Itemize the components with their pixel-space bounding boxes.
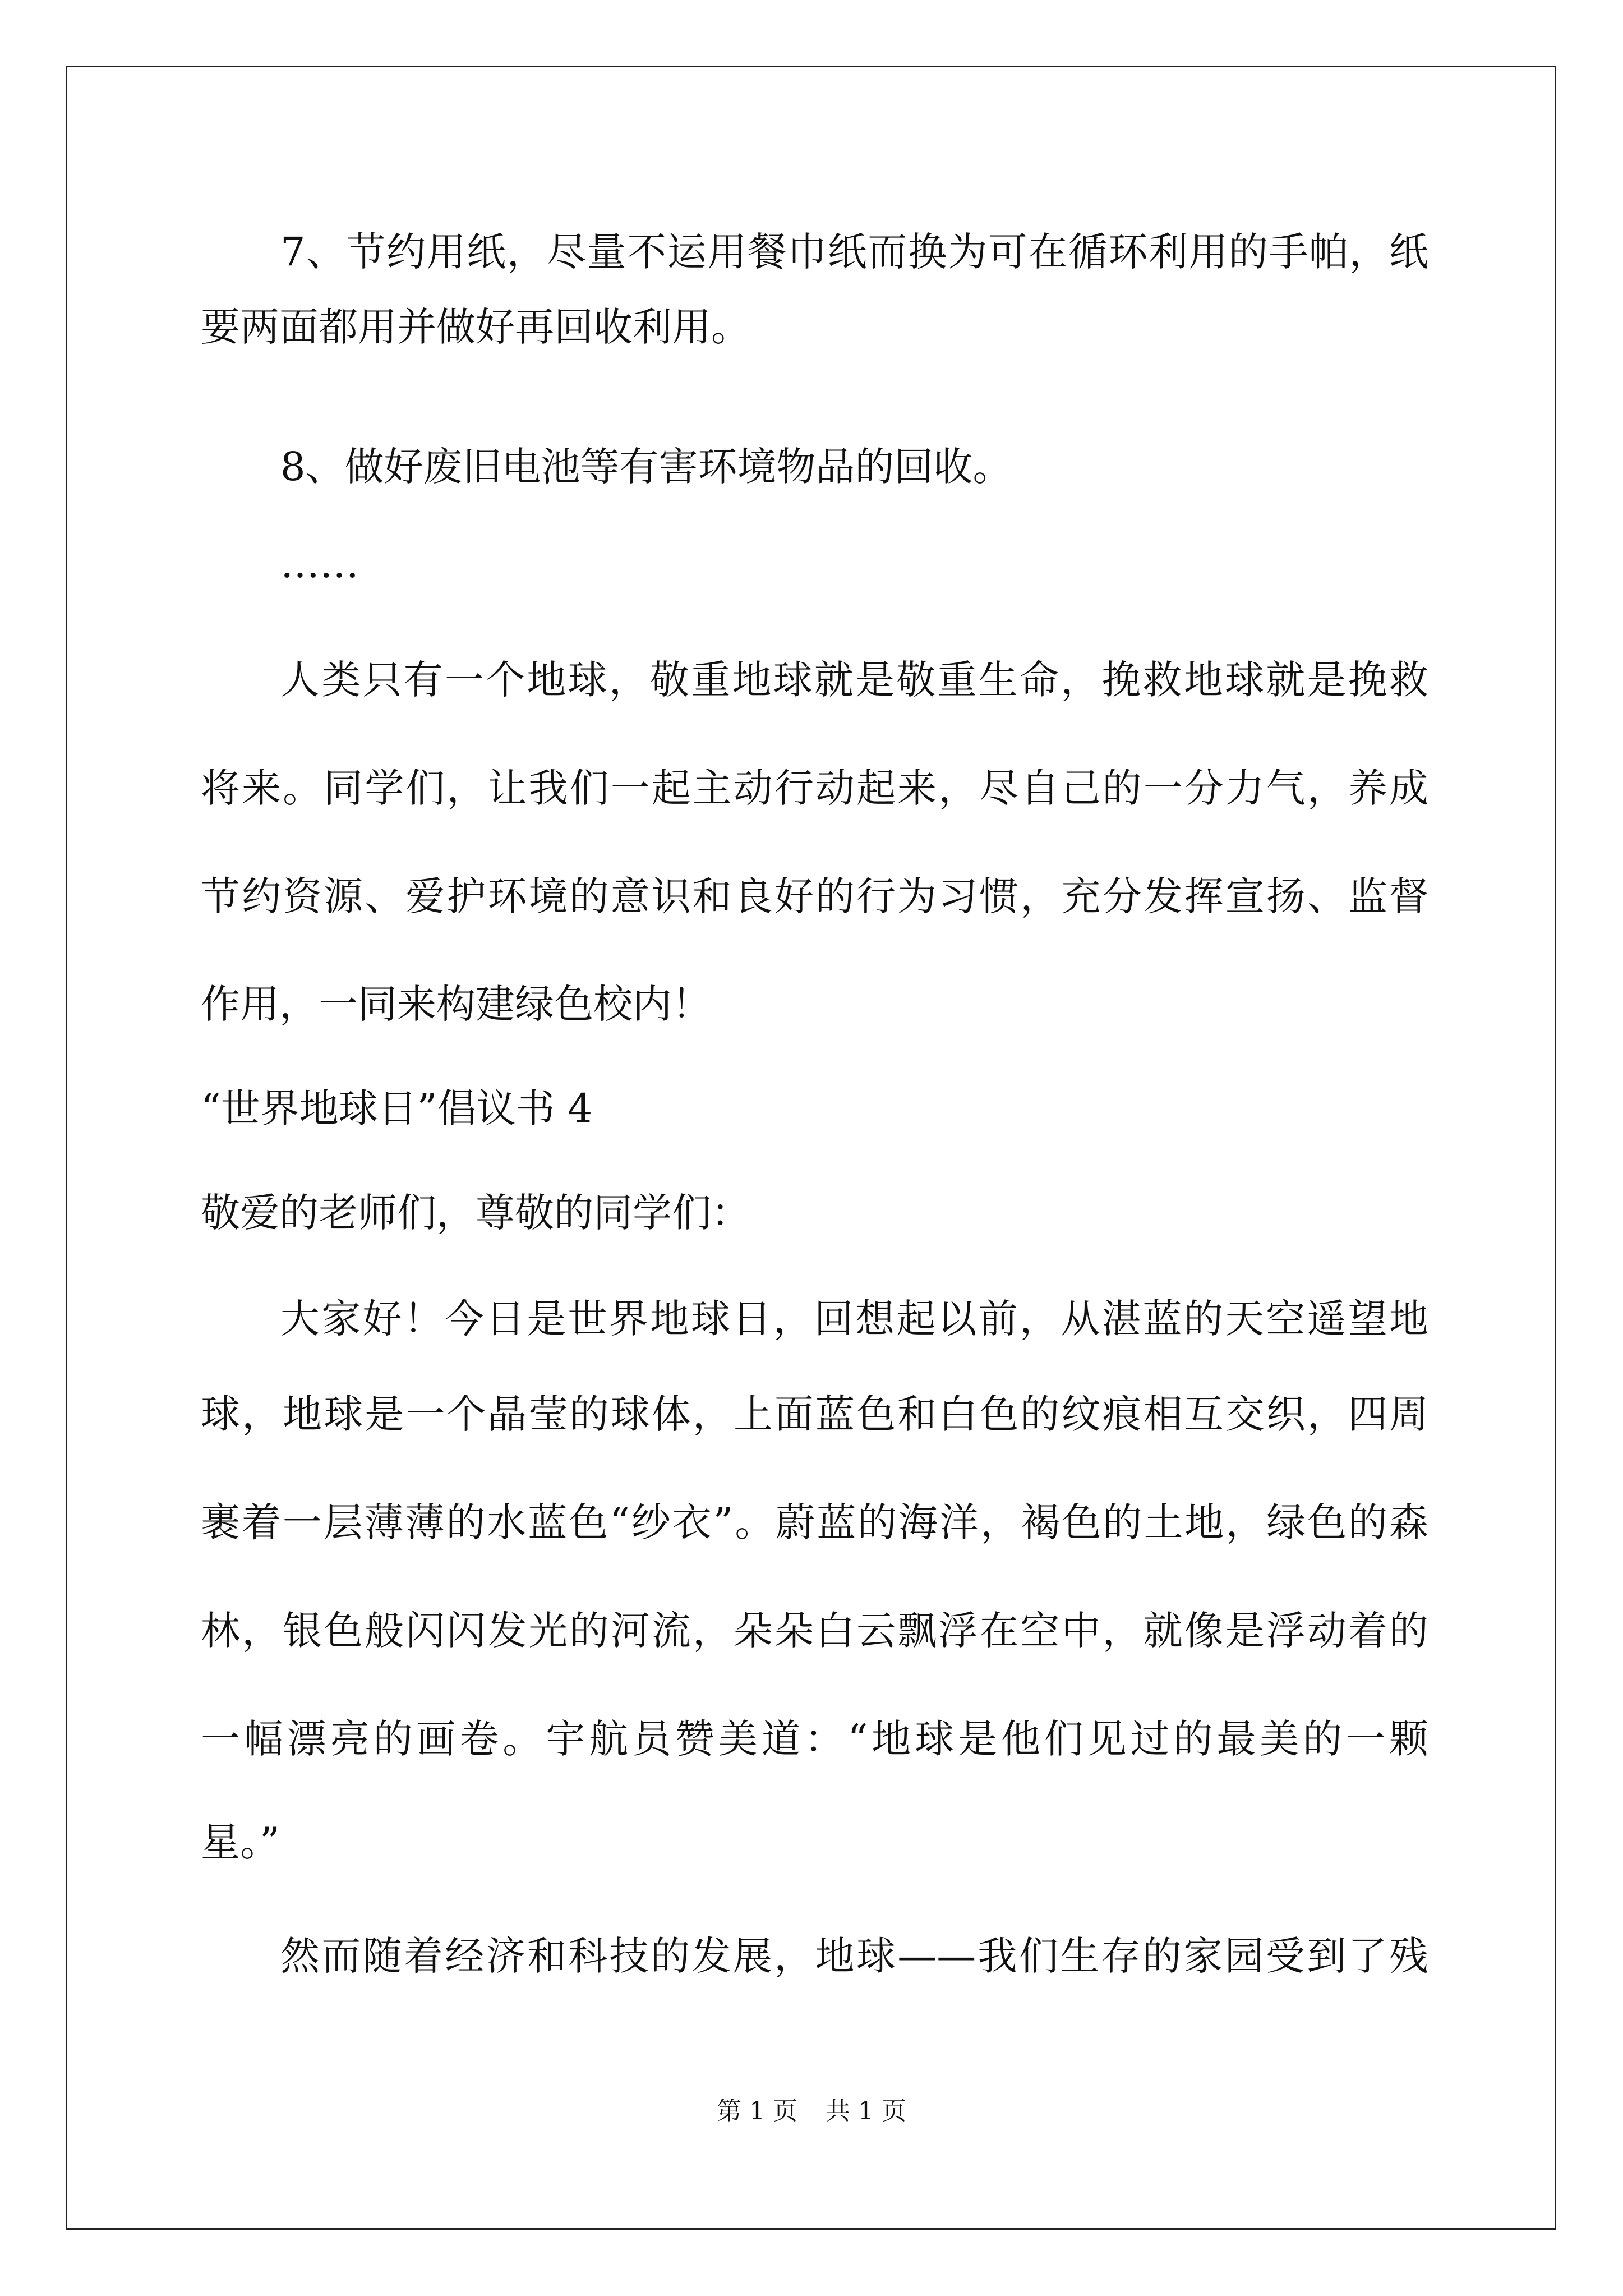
paragraph-line: 一幅漂亮的画卷。宇航员赞美道：“地球是他们见过的最美的一颗 (201, 1716, 1428, 1762)
paragraph-line: 球，地球是一个晶莹的球体，上面蓝色和白色的纹痕相互交织，四周 (201, 1391, 1428, 1437)
paragraph-line: 人类只有一个地球，敬重地球就是敬重生命，挽救地球就是挽救 (280, 657, 1428, 703)
section-heading: “世界地球日”倡议书 4 (201, 1085, 593, 1131)
paragraph-line: 林，银色般闪闪发光的河流，朵朵白云飘浮在空中，就像是浮动着的 (201, 1608, 1428, 1654)
paragraph-line: 裹着一层薄薄的水蓝色“纱衣”。蔚蓝的海洋，褐色的土地，绿色的森 (201, 1499, 1428, 1545)
page-border (66, 66, 1556, 2230)
paragraph-line: 7、节约用纸，尽量不运用餐巾纸而换为可在循环利用的手帕，纸 (280, 229, 1428, 275)
paragraph-line: 将来。同学们，让我们一起主动行动起来，尽自己的一分力气，养成 (201, 765, 1428, 811)
paragraph-line: 大家好！今日是世界地球日，回想起以前，从湛蓝的天空遥望地 (280, 1296, 1428, 1342)
paragraph-line: 星。” (201, 1819, 280, 1865)
page-total: 共 1 页 (826, 2097, 906, 2125)
page-footer (0, 2096, 1623, 2127)
paragraph-line: 要两面都用并做好再回收利用。 (201, 304, 750, 350)
page-number: 第 1 页 (717, 2097, 797, 2125)
ellipsis-line: …… (280, 541, 359, 587)
salutation: 敬爱的老师们，尊敬的同学们： (201, 1190, 750, 1236)
paragraph-line: 8、做好废旧电池等有害环境物品的回收。 (280, 444, 1012, 490)
paragraph-line: 然而随着经济和科技的发展，地球——我们生存的家园受到了残 (280, 1933, 1428, 1979)
paragraph-line: 节约资源、爱护环境的意识和良好的行为习惯，充分发挥宣扬、监督 (201, 873, 1428, 919)
paragraph-line: 作用，一同来构建绿色校内！ (201, 981, 711, 1027)
